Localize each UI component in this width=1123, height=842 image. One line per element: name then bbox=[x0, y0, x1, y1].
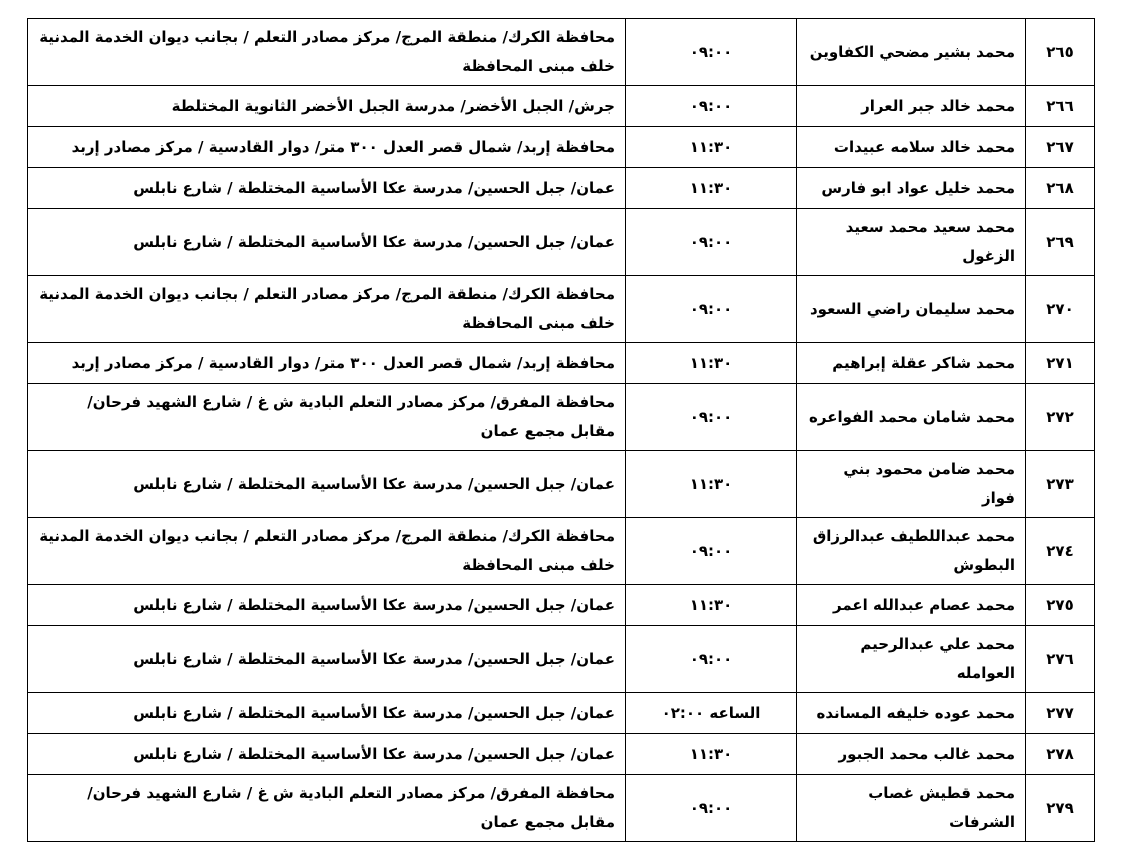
name-cell: محمد سعيد محمد سعيد الزغول bbox=[797, 209, 1026, 276]
row-number-cell: ٢٧٩ bbox=[1026, 775, 1095, 842]
row-number-cell: ٢٧٧ bbox=[1026, 693, 1095, 734]
location-cell: محافظة الكرك/ منطقة المرج/ مركز مصادر التعلم / بجانب ديوان الخدمة المدنية خلف مبنى المحافظة bbox=[28, 19, 626, 86]
name-cell: محمد عبداللطيف عبدالرزاق البطوش bbox=[797, 518, 1026, 585]
time-cell: ١١:٣٠ bbox=[626, 734, 797, 775]
table-row bbox=[28, 276, 1095, 343]
table-row bbox=[28, 19, 1095, 86]
time-cell: ١١:٣٠ bbox=[626, 343, 797, 384]
name-cell: محمد شامان محمد الفواعره bbox=[797, 384, 1026, 451]
name-cell: محمد خالد جبر العرار bbox=[797, 86, 1026, 127]
row-number-cell: ٢٧٣ bbox=[1026, 451, 1095, 518]
location-cell: عمان/ جبل الحسين/ مدرسة عكا الأساسية المختلطة / شارع نابلس bbox=[28, 209, 626, 276]
row-number-cell: ٢٧١ bbox=[1026, 343, 1095, 384]
row-number-cell: ٢٧٤ bbox=[1026, 518, 1095, 585]
time-cell: ١١:٣٠ bbox=[626, 585, 797, 626]
table-row bbox=[28, 86, 1095, 127]
name-cell: محمد عوده خليفه المسانده bbox=[797, 693, 1026, 734]
name-cell: محمد قطيش غصاب الشرفات bbox=[797, 775, 1026, 842]
table-row bbox=[28, 518, 1095, 585]
table-row bbox=[28, 734, 1095, 775]
table-row bbox=[28, 585, 1095, 626]
row-number-cell: ٢٧٠ bbox=[1026, 276, 1095, 343]
time-cell: ١١:٣٠ bbox=[626, 451, 797, 518]
name-cell: محمد علي عبدالرحيم العوامله bbox=[797, 626, 1026, 693]
row-number-cell: ٢٦٥ bbox=[1026, 19, 1095, 86]
time-cell: ٠٩:٠٠ bbox=[626, 209, 797, 276]
time-cell: ١١:٣٠ bbox=[626, 168, 797, 209]
location-cell: محافظة إربد/ شمال قصر العدل ٣٠٠ متر/ دوار القادسية / مركز مصادر إربد bbox=[28, 343, 626, 384]
row-number-cell: ٢٧٨ bbox=[1026, 734, 1095, 775]
time-cell: ١١:٣٠ bbox=[626, 127, 797, 168]
row-number-cell: ٢٧٢ bbox=[1026, 384, 1095, 451]
location-cell: عمان/ جبل الحسين/ مدرسة عكا الأساسية المختلطة / شارع نابلس bbox=[28, 626, 626, 693]
table-row bbox=[28, 209, 1095, 276]
name-cell: محمد خالد سلامه عبيدات bbox=[797, 127, 1026, 168]
name-cell: محمد خليل عواد ابو فارس bbox=[797, 168, 1026, 209]
table-row bbox=[28, 168, 1095, 209]
row-number-cell: ٢٦٦ bbox=[1026, 86, 1095, 127]
location-cell: محافظة الكرك/ منطقة المرج/ مركز مصادر التعلم / بجانب ديوان الخدمة المدنية خلف مبنى المحافظة bbox=[28, 518, 626, 585]
name-cell: محمد بشير مضحي الكفاوين bbox=[797, 19, 1026, 86]
table-row bbox=[28, 451, 1095, 518]
time-cell: ٠٩:٠٠ bbox=[626, 626, 797, 693]
location-cell: محافظة المفرق/ مركز مصادر التعلم البادية ش غ / شارع الشهيد فرحان/ مقابل مجمع عمان bbox=[28, 775, 626, 842]
location-cell: محافظة إربد/ شمال قصر العدل ٣٠٠ متر/ دوار القادسية / مركز مصادر إربد bbox=[28, 127, 626, 168]
table-row bbox=[28, 343, 1095, 384]
name-cell: محمد ضامن محمود بني فواز bbox=[797, 451, 1026, 518]
location-cell: عمان/ جبل الحسين/ مدرسة عكا الأساسية المختلطة / شارع نابلس bbox=[28, 451, 626, 518]
schedule-sheet bbox=[27, 18, 1095, 842]
row-number-cell: ٢٦٩ bbox=[1026, 209, 1095, 276]
name-cell: محمد غالب محمد الجبور bbox=[797, 734, 1026, 775]
table-row bbox=[28, 127, 1095, 168]
table-row bbox=[28, 693, 1095, 734]
row-number-cell: ٢٦٨ bbox=[1026, 168, 1095, 209]
location-cell: عمان/ جبل الحسين/ مدرسة عكا الأساسية المختلطة / شارع نابلس bbox=[28, 734, 626, 775]
location-cell: عمان/ جبل الحسين/ مدرسة عكا الأساسية المختلطة / شارع نابلس bbox=[28, 168, 626, 209]
time-cell: ٠٩:٠٠ bbox=[626, 384, 797, 451]
time-cell: ٠٩:٠٠ bbox=[626, 775, 797, 842]
location-cell: جرش/ الجبل الأخضر/ مدرسة الجبل الأخضر الثانوية المختلطة bbox=[28, 86, 626, 127]
row-number-cell: ٢٧٦ bbox=[1026, 626, 1095, 693]
location-cell: محافظة الكرك/ منطقة المرج/ مركز مصادر التعلم / بجانب ديوان الخدمة المدنية خلف مبنى المحافظة bbox=[28, 276, 626, 343]
name-cell: محمد عصام عبدالله اعمر bbox=[797, 585, 1026, 626]
table-row bbox=[28, 775, 1095, 842]
time-cell: ٠٩:٠٠ bbox=[626, 518, 797, 585]
table-row bbox=[28, 384, 1095, 451]
location-cell: محافظة المفرق/ مركز مصادر التعلم البادية ش غ / شارع الشهيد فرحان/ مقابل مجمع عمان bbox=[28, 384, 626, 451]
row-number-cell: ٢٧٥ bbox=[1026, 585, 1095, 626]
time-cell: ٠٩:٠٠ bbox=[626, 86, 797, 127]
row-number-cell: ٢٦٧ bbox=[1026, 127, 1095, 168]
table-row bbox=[28, 626, 1095, 693]
schedule-table bbox=[27, 18, 1095, 842]
name-cell: محمد سليمان راضي السعود bbox=[797, 276, 1026, 343]
name-cell: محمد شاكر عقلة إبراهيم bbox=[797, 343, 1026, 384]
time-cell: ٠٩:٠٠ bbox=[626, 276, 797, 343]
schedule-table-body bbox=[28, 19, 1095, 842]
time-cell: الساعه ٠٢:٠٠ bbox=[626, 693, 797, 734]
time-cell: ٠٩:٠٠ bbox=[626, 19, 797, 86]
location-cell: عمان/ جبل الحسين/ مدرسة عكا الأساسية المختلطة / شارع نابلس bbox=[28, 585, 626, 626]
location-cell: عمان/ جبل الحسين/ مدرسة عكا الأساسية المختلطة / شارع نابلس bbox=[28, 693, 626, 734]
